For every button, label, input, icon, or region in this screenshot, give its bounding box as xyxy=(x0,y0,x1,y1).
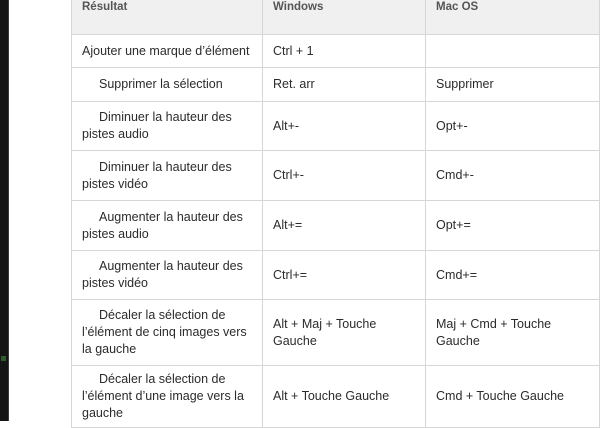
cell-windows: Ctrl + 1 xyxy=(263,35,426,68)
table-row xyxy=(72,102,600,151)
cell-windows: Ctrl+- xyxy=(263,151,426,201)
cell-mac: Cmd + Touche Gauche xyxy=(426,366,600,428)
cell-mac: Maj + Cmd + Touche Gauche xyxy=(426,300,600,366)
cell-windows: Ret. arr xyxy=(263,68,426,102)
shortcuts-table-container xyxy=(71,0,600,428)
table-row xyxy=(72,300,600,366)
cell-mac: Opt+= xyxy=(426,201,600,251)
cell-result xyxy=(72,201,263,251)
cell-mac xyxy=(426,35,600,68)
result-text: Diminuer la hauteur des pistes audio xyxy=(82,110,232,141)
table-row xyxy=(72,151,600,201)
cell-result xyxy=(72,366,263,428)
header-macos: Mac OS xyxy=(426,0,600,35)
panel-edge xyxy=(8,0,9,421)
table-row xyxy=(72,366,600,428)
cell-result xyxy=(72,102,263,151)
table-row xyxy=(72,35,600,68)
cell-result xyxy=(72,151,263,201)
cell-result xyxy=(72,300,263,366)
cell-windows: Alt + Maj + Touche Gauche xyxy=(263,300,426,366)
cell-mac: Cmd+- xyxy=(426,151,600,201)
cell-result xyxy=(72,35,263,68)
cell-mac: Supprimer xyxy=(426,68,600,102)
cell-windows: Alt+- xyxy=(263,102,426,151)
cell-mac: Opt+- xyxy=(426,102,600,151)
table-row xyxy=(72,251,600,300)
table-row xyxy=(72,201,600,251)
result-text: Augmenter la hauteur des pistes audio xyxy=(82,209,243,241)
left-dark-panel xyxy=(0,0,9,421)
header-windows: Windows xyxy=(263,0,426,35)
result-text: Ajouter une marque d’élément xyxy=(82,43,250,58)
header-result: Résultat xyxy=(72,0,263,35)
cell-windows: Ctrl+= xyxy=(263,251,426,300)
result-text: Décaler la sélection de l’élément d’une image vers la gauche xyxy=(82,372,244,420)
cell-windows: Alt+= xyxy=(263,201,426,251)
cell-windows: Alt + Touche Gauche xyxy=(263,366,426,428)
cell-mac: Cmd+= xyxy=(426,251,600,300)
result-text: Augmenter la hauteur des pistes vidéo xyxy=(82,259,243,290)
table-row xyxy=(72,68,600,102)
panel-marker xyxy=(1,356,6,361)
result-text: Décaler la sélection de l’élément de cinq images vers la gauche xyxy=(82,308,247,356)
shortcuts-table xyxy=(71,0,600,428)
cell-result xyxy=(72,68,263,102)
result-text: Supprimer la sélection xyxy=(99,77,223,91)
table-header-row xyxy=(72,0,600,35)
result-text: Diminuer la hauteur des pistes vidéo xyxy=(82,159,232,191)
cell-result xyxy=(72,251,263,300)
